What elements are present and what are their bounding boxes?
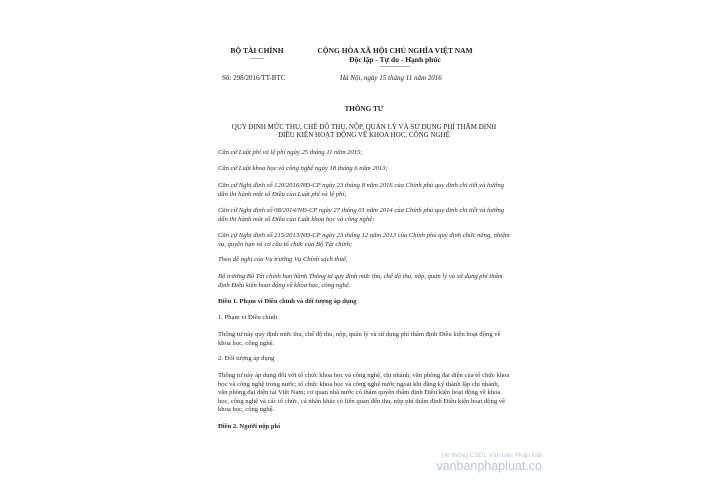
ministry-rule: ------- xyxy=(250,56,264,62)
ministry-name: BỘ TÀI CHÍNH xyxy=(230,46,284,55)
preamble-5: Căn cứ Nghị định số 215/2013/NĐ-CP ngày 23 tháng 12 năm 2013 của Chính phủ quy định chức năng, nhiệm vụ, quyền hạn và cơ cấu tổ chức của Bộ Tài chính; xyxy=(218,232,510,248)
document-number: Số: 298/2016/TT-BTC xyxy=(222,74,286,82)
preamble-1: Căn cứ Luật phí và lệ phí ngày 25 tháng 11 năm 2015; xyxy=(218,149,363,156)
preamble-7: Bộ trưởng Bộ Tài chính ban hành Thông tư quy định mức thu, chế độ thu, nộp, quản lý và sử dụng phí thẩm định Điều kiện hoạt động về khoa học, công nghệ. xyxy=(218,273,503,289)
preamble-4: Căn cứ Nghị định số 08/2014/NĐ-CP ngày 27 tháng 01 năm 2014 của Chính phủ quy định chi tiết và hướng dẫn thi hành một số Điều của Luật khoa học và công nghệ; xyxy=(218,207,505,223)
place-and-date: Hà Nội, ngày 15 tháng 11 năm 2016 xyxy=(340,74,442,82)
watermark-site: vanbanphapluat.co xyxy=(436,459,542,473)
document-subject-line-1: QUY ĐỊNH MỨC THU, CHẾ ĐỘ THU, NỘP, QUẢN LÝ VÀ SỬ DỤNG PHÍ THẨM ĐỊNH xyxy=(231,123,497,131)
article-1-heading: Điều 1. Phạm vi Điều chỉnh và đối tượng áp dụng xyxy=(218,298,357,305)
watermark-caption: Hệ thống CSDL Văn bản Pháp luật xyxy=(441,452,542,459)
motto-rule: --------------- xyxy=(380,64,410,70)
preamble-2: Căn cứ Luật khoa học và công nghệ ngày 18 tháng 6 năm 2013; xyxy=(218,165,388,172)
article-1-clause-2-title: 2. Đối tượng áp dụng xyxy=(218,355,275,362)
article-2-heading: Điều 2. Người nộp phí xyxy=(218,423,281,430)
article-1-clause-2-text: Thông tư này áp dụng đối với tổ chức khoa học và công nghệ, chi nhánh, văn phòng đại diện của tổ chức khoa học và công nghệ trong nước; tổ chức khoa học và công nghệ nước ngoài khi đăng ký thành lập chi nhánh, văn phòng đại diện tại Việt Nam; cơ quan nhà nước có thẩm quyền thẩm định Điều kiện hoạt động về khoa học, công nghệ và các tổ chức, cá nhân khác có liên quan đến thu, nộp phí thẩm định Điều kiện hoạt động về khoa học, công nghệ. xyxy=(218,372,510,414)
document-subject-line-2: ĐIỀU KIỆN HOẠT ĐỘNG VỀ KHOA HỌC, CÔNG NGHỆ xyxy=(278,131,450,139)
preamble-6: Theo đề nghị của Vụ trưởng Vụ Chính sách thuế, xyxy=(218,256,348,263)
preamble-3: Căn cứ Nghị định số 120/2016/NĐ-CP ngày 23 tháng 8 năm 2016 của Chính phủ quy định chi tiết và hướng dẫn thi hành một số Điều của Luật phí và lệ phí; xyxy=(218,182,505,198)
national-motto: Độc lập - Tự do - Hạnh phúc xyxy=(349,55,441,64)
article-1-clause-1-text: Thông tư này quy định mức thu, chế độ thu, nộp, quản lý và sử dụng phí thẩm định Điều kiện hoạt động về khoa học, công nghệ. xyxy=(218,331,501,347)
article-1-clause-1-title: 1. Phạm vi Điều chỉnh xyxy=(218,314,278,321)
document-type: THÔNG TƯ xyxy=(344,105,384,113)
republic-name: CỘNG HÒA XÃ HỘI CHỦ NGHĨA VIỆT NAM xyxy=(317,46,473,55)
